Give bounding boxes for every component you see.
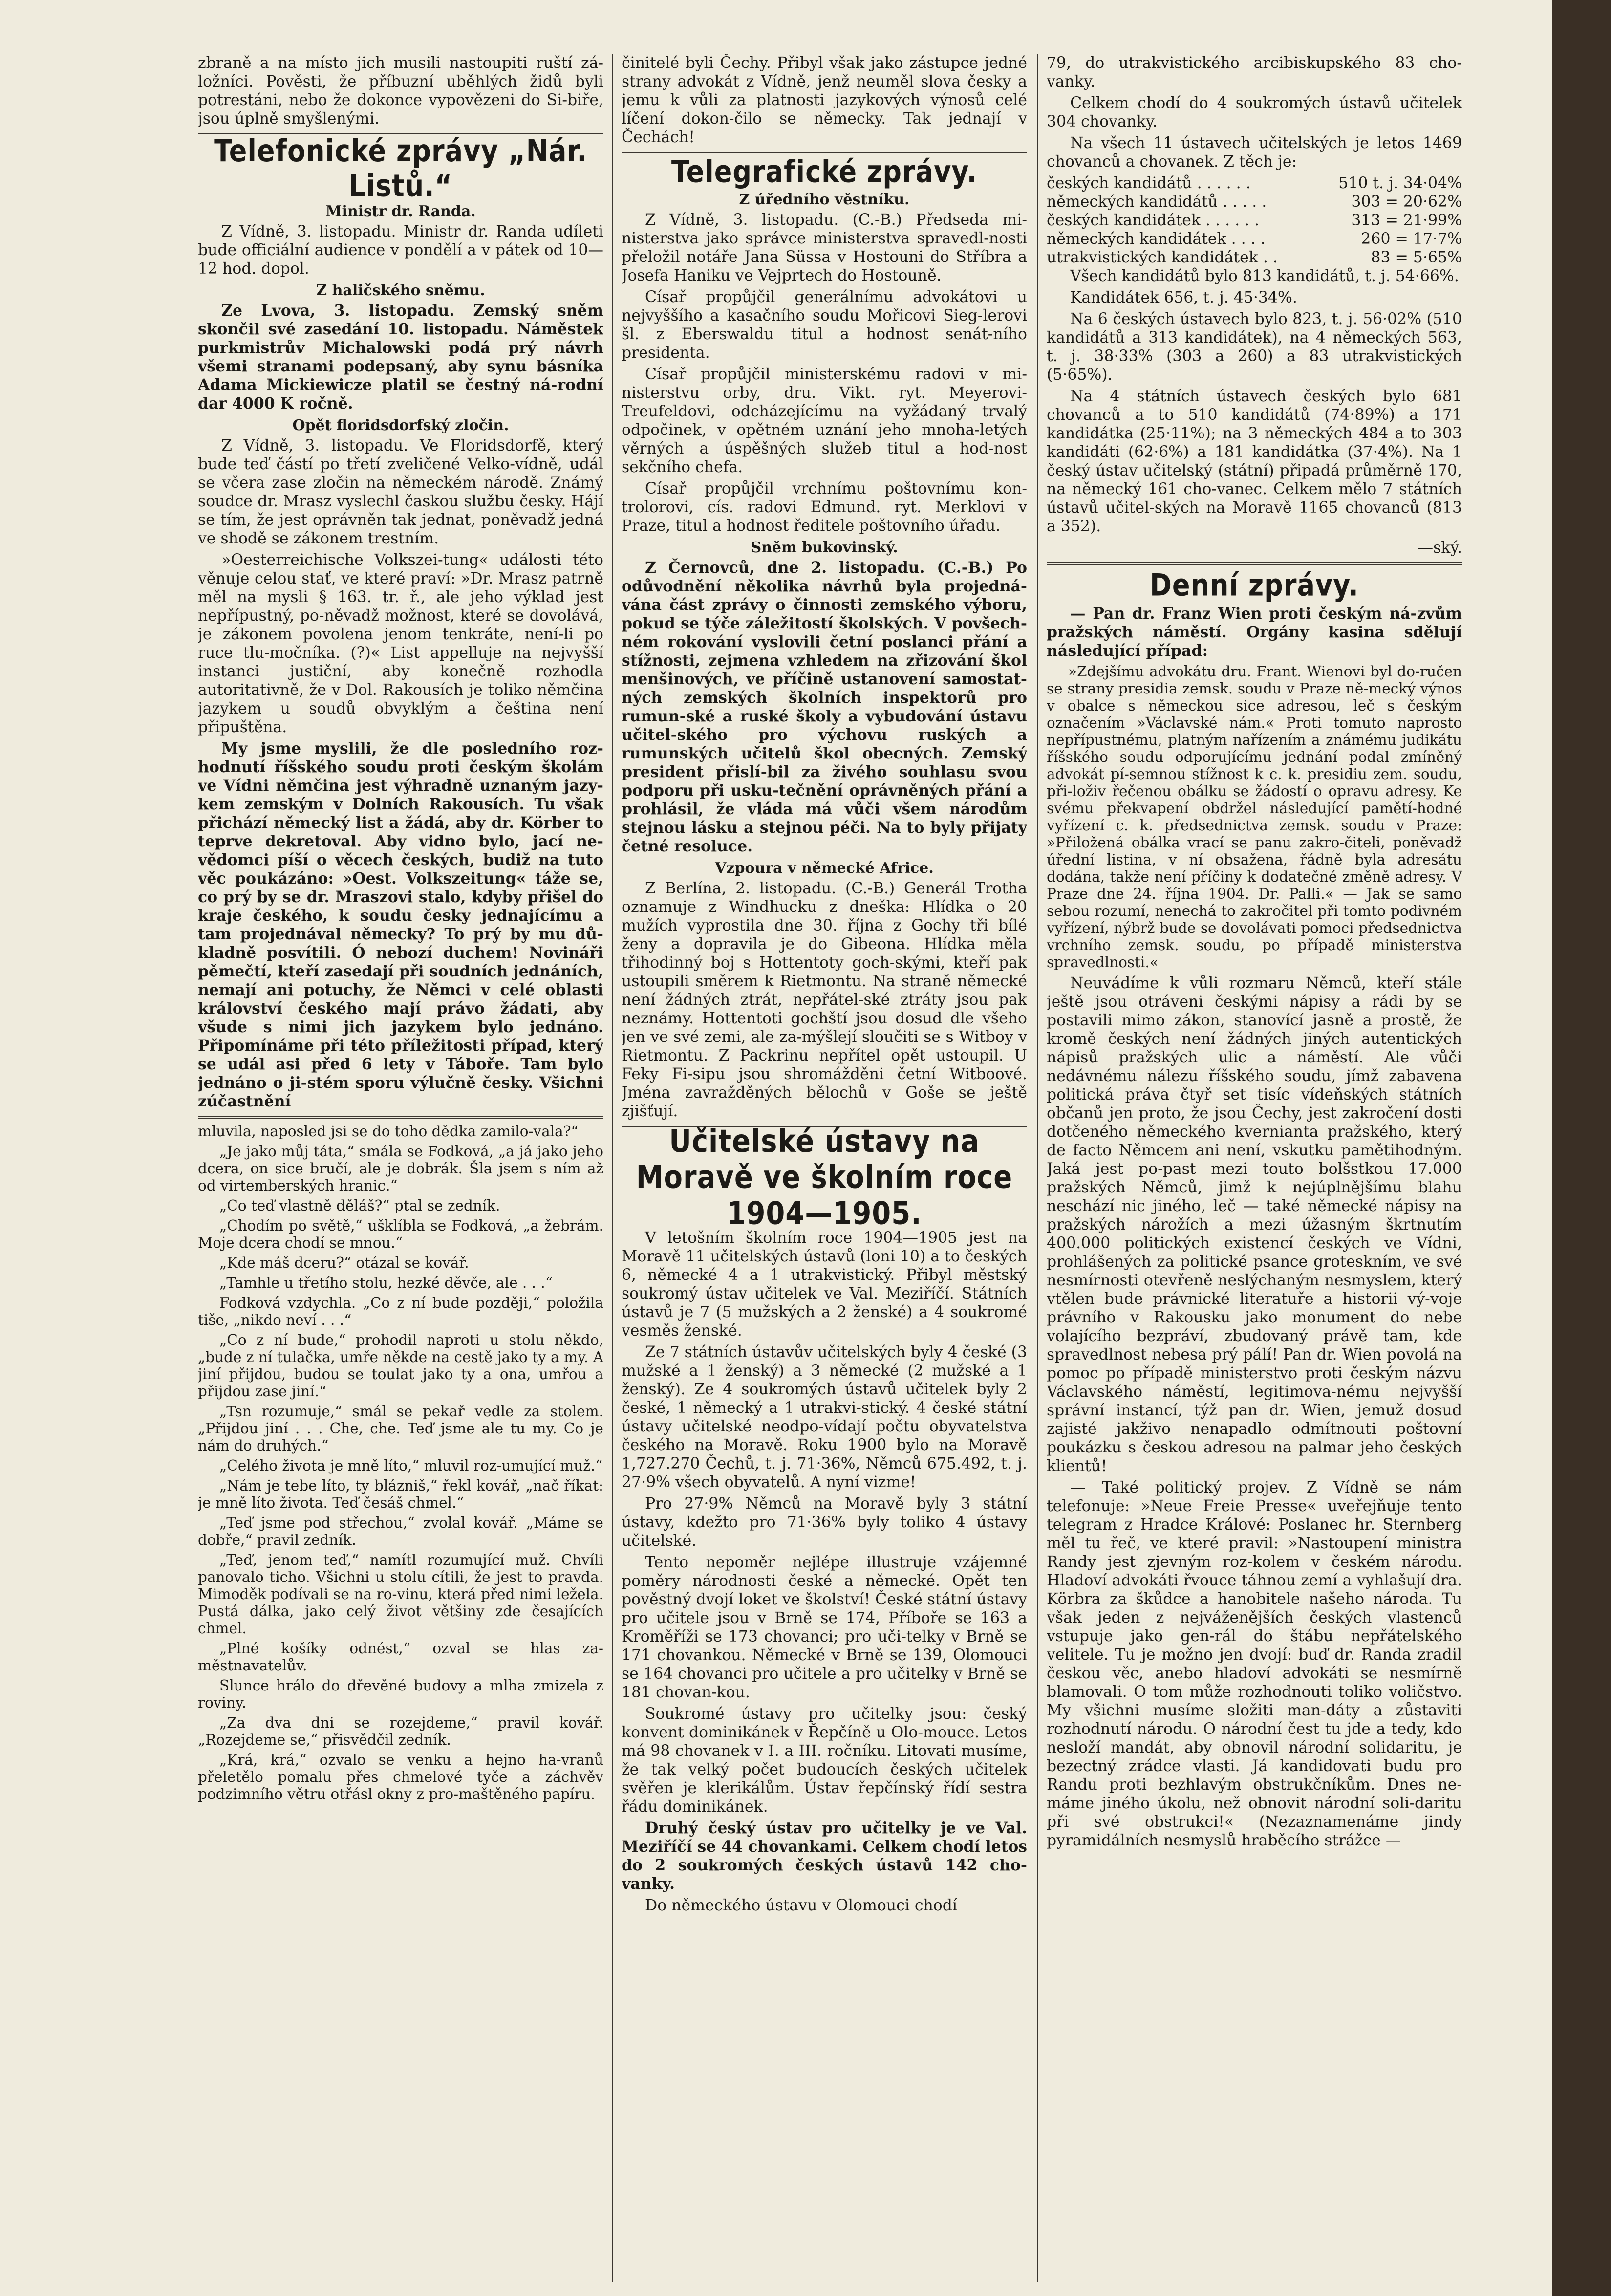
story-line: „Krá, krá,“ ozvalo se venku a hejno ha-vranů přeletělo pomalu přes chmelové tyče a záchvěv podzimního větru otřásl okny z pro-maštěného papíru. — [198, 1752, 603, 1802]
schools-paragraph: Do německého ústavu v Olomouci chodí — [645, 1897, 957, 1914]
daily-quote: »Zdejšímu advokátu dru. Frant. Wienovi byl do-ručen se strany presidia zemsk. soudu v Praze ně-mecký výnos v obalce s německou sice adresou, leč s českým označením »Václavské nám.« Proti tomuto naprosto nepřípustnému, platným nařízením a známému judikátu říšského soudu odporujícímu jednání podal zmíněný advokát pí-semnou stížnost k c. k. presidiu zem. soudu, při-loživ řečenou obálku se žádostí o opravu adresy. Ke svému překvapení obdržel následující pamětí-hodné vyřízení c. k. předsednictva zemsk. soudu v Praze: »Přiložená obálka vrací se panu zakro-čiteli, poněvadž úřední listina, v ní obsažena, řádně byla adresátu dodána, takže není příčiny k dodatečné změně adresy. V Praze dne 24. října 1904. Dr. Palli.« — Jak se samo sebou rozumí, nenechá to zakročitel při tomto podivném vyřízení, nýbrž bude se dovolávati pomoci předsednictva vrchního zemsk. soudu, po případě ministerstva spravedlnosti.« — [1047, 663, 1462, 971]
story-line: „Teď jsme pod střechou,“ zvolal kovář. „Máme se dobře,“ pravil zedník. — [198, 1515, 603, 1548]
story-line: Slunce hrálo do dřevěné budovy a mlha zmizela z roviny. — [198, 1677, 603, 1711]
bulletin-subheading: Z úředního věstníku. — [739, 191, 910, 208]
stats-paragraph: Kandidátek 656, t. j. 45·34%. — [1070, 289, 1297, 306]
bulletin-paragraph: Císař propůjčil generálnímu advokátovi u nejvyššího a kasačního soudu Mořicovi Sieg-lerovi šl. z Eberswaldu titul a hodnost senát-ního presidenta. — [622, 288, 1027, 362]
story-line: „Tamhle u třetího stolu, hezké děvče, ale . . .“ — [219, 1275, 553, 1291]
schools-paragraph: Pro 27·9% Němců na Moravě byly 3 státní ústavy, kdežto pro 71·36% byly toliko 4 ústavy učitelské. — [622, 1495, 1027, 1550]
table-row: českých kandidátů . . . . . . 510 t. j. 34·04% — [1047, 174, 1462, 192]
lead-text: činitelé byli Čechy. Přibyl však jako zástupce jedné strany advokát z Vídně, jenž neuměl slova česky a jemu k vůli za platnosti jazykových výnosů celé líčení dokon-čilo se německy. Tak jednají v Čechách! — [622, 54, 1027, 146]
daily-paragraph: — Také politický projev. Z Vídně se nám telefonuje: »Neue Freie Presse« uveřejňuje tento telegram z Hradce Králové: Poslanec hr. Sternberg měl tu řeč, ve které pravil: »Nastoupení ministra Randy jest zjevným roz-kolem v českém národu. Hladoví advokáti řvouce táhnou zemí a vyhlašují dra. Körbra za škůdce a hanobitele našeho národa. Tu však jeden z nejváženějších českých vlastenců vstupuje jako gen-rál do štábu nepřátelského velitele. Tu je možno jen dvojí: buď dr. Randa zradil českou věc, anebo hladoví advokáti se nesmírně blamovali. O tom může rozhodnouti toliko voličstvo. My všichni musíme složiti man-dáty a zůstaviti rozhodnutí národu. O národní čest tu jde a tedy, kdo nesloží mandát, aby obnovil národní solidaritu, je bezectný zrádce vlasti. Já kandidovati budu pro Randu proti bezhlavým obstrukčníkům. Dnes ne-máme jiného úkolu, než obnovit národní soli-daritu při své obstrukci!« (Nezaznamenáme jindy pyramidálních nesmyslů hraběcího strážce — — [1047, 1479, 1462, 1849]
stats-paragraph: Na 4 státních ústavech českých bylo 681 chovanců a to 510 kandidátů (74·89%) a 171 kandidátka (25·11%); na 3 německých 484 a to 303 kandidáti (62·6%) a 181 kandidátka (37·4%). Na 1 český ústav učitelský (státní) připadá průměrně 170, na německý 161 cho-vanec. Celkem mělo 7 státních ústavů učitel-ských na Moravě 1165 chovanců (813 a 352). — [1047, 388, 1462, 535]
story-line: „Celého života je mně líto,“ mluvil roz-umující muž.“ — [219, 1457, 603, 1474]
stats-paragraph: Na 6 českých ústavech bylo 823, t. j. 56·02% (510 kandidátů a 313 kandidátek), na 4 německých 563, t. j. 38·33% (303 a 260) a 83 utrakvistických (5·65%). — [1047, 310, 1462, 384]
total-paragraph: Celkem chodí do 4 soukromých ústavů učitelek 304 chovanky. — [1047, 94, 1462, 130]
story-line: „Chodím po světě,“ ušklíbla se Fodková, „a žebrám. Moje dcera chodí se mnou.“ — [198, 1217, 603, 1251]
floridsdorf-subheading: Opět floridsdorfský zločin. — [292, 417, 509, 434]
story-line: „Tsn rozumuje,“ smál se pekař vedle za stolem. „Přijdou jiní . . . Che, che. Teď jsme ale tu my. Co je nám do druhých.“ — [198, 1403, 603, 1454]
story-line: „Teď, jenom teď,“ namítl rozumující muž. Chvíli panovalo ticho. Všichni u stolu cítili, že jest to pravda. Mimoděk podívali se na ro-vinu, která před nimi ležela. Pustá dálka, jako celý život většiny zde česajících chmel. — [198, 1552, 603, 1637]
bulletin-paragraph: Z Vídně, 3. listopadu. (C.-B.) Předseda mi-nisterstva jako správce ministerstva spravedl-nosti přeložil notáře Jana Süssa v Hostouni do Stříbra a Josefa Haniku ve Vejprtech do Hostouně. — [622, 211, 1027, 284]
stats-paragraph: Všech kandidátů bylo 813 kandidátů, t. j. 54·66%. — [1070, 267, 1459, 285]
feuilleton-divider — [198, 1116, 603, 1120]
story-line: mluvila, naposled jsi se do toho dědka zamilo-vala?“ — [198, 1123, 579, 1140]
story-line: „Za dva dni se rozejdeme,“ pravil kovář. „Rozejdeme se,“ přisvědčil zedník. — [198, 1714, 603, 1748]
bukovina-subheading: Sněm bukovinský. — [751, 539, 898, 556]
table-row: německých kandidátů . . . . . 303 = 20·62% — [1047, 193, 1462, 211]
galician-subheading: Z haličského sněmu. — [316, 282, 485, 299]
story-line: Fodková vzdychla. „Co z ní bude později,“ položila tiše, „nikdo neví . . .“ — [198, 1295, 603, 1328]
schools-paragraph: V letošním školním roce 1904—1905 jest na Moravě 11 učitelských ústavů (loni 10) a to českých 6, německé 4 a 1 utrakvistický. Přibyl městský soukromý ústav učitelek ve Val. Meziříčí. Státních ústavů je 7 (5 mužských a 2 ženské) a 4 soukromé vesměs ženské. — [622, 1229, 1027, 1340]
minister-text: Z Vídně, 3. listopadu. Ministr dr. Randa udíleti bude officiální audience v pondělí a v pátek od 10—12 hod. dopol. — [198, 223, 603, 278]
story-line: „Co teď vlastně děláš?“ ptal se zedník. — [219, 1197, 500, 1214]
africa-text: Z Berlína, 2. listopadu. (C.-B.) Generál Trotha oznamuje z Windhucku z dneška: Hlídka o 20 mužích vyprostila dne 30. října z Gochy tři bílé ženy a dopravila je do Gibeona. Hlídka měla třihodinný boj s Hottentoty goch-skými, kteří pak ustoupili směrem k Rietmontu. Na straně německé není žádných ztrát, nepřátel-ské ztráty jsou pak neznámy. Hottentoti gochští jsou dosud dle všeho jen ve své zemi, ale za-mýšlejí sloučiti se s Witboy v Rietmontu. Z Packrinu nepřítel opět ustoupil. U Feky Fi-sipu jsou shromážděni četní Witboové. Jména zavražděných bělochů v Goše se ještě zjišťují. — [622, 880, 1027, 1120]
africa-subheading: Vzpoura v německé Africe. — [715, 860, 934, 877]
daily-paragraph: — Pan dr. Franz Wien proti českým ná-zvům pražských náměstí. Orgány kasina sdělují následující případ: — [1047, 605, 1462, 660]
table-row: německých kandidátek . . . . 260 = 17·7% — [1047, 230, 1462, 248]
statistics-table — [1047, 174, 1462, 267]
daily-news-header: Denní zprávy. — [1150, 567, 1359, 603]
bulletin-paragraph: Císař propůjčil ministerskému radovi v mi-nisterstvu orby, dru. Vikt. ryt. Meyerovi-Treufeldovi, odcházejícímu na vyžádaný trvalý odpočinek, v opětném uznání jeho mnoha-letých věrných a úspěšných služeb titul a hod-nost sekčního chefa. — [622, 366, 1027, 476]
story-line: „Co z ní bude,“ prohodil naproti u stolu někdo, „bude z ní tulačka, umře někde na cestě jako ty a my. A jiní přijdou, budou se toulat jako ty a ona, umřou a přijdou zase jiní.“ — [198, 1332, 603, 1400]
applicants-paragraph: Na všech 11 ústavech učitelských je letos 1469 chovanců a chovanek. Z těch je: — [1047, 134, 1462, 171]
story-line: „Kde máš dceru?“ otázal se kovář. — [219, 1255, 469, 1271]
schools-paragraph: Druhý český ústav pro učitelky je ve Val. Meziříčí se 44 chovankami. Celkem chodí letos do 2 soukromých českých ústavů 142 cho-vanky. — [622, 1819, 1027, 1893]
schools-header: Učitelské ústavy na Moravě ve školním roce 1904—1905. — [636, 1123, 1013, 1232]
floridsdorf-paragraph-1: Z Vídně, 3. listopadu. Ve Floridsdorfě, který bude teď částí po třetí zveličené Velko-vídně, udál se včera zase zločin na německém národě. Známý soudce dr. Mrasz vyslechl časkou službu česky. Hájí se tím, že jest oprávněn tak jednat, poněvadž jedná ve shodě se zákonem trestním. — [198, 437, 603, 547]
bukovina-text: Z Černovců, dne 2. listopadu. (C.-B.) Po odůvodnění několika návrhů byla projedná-vána část zprávy o činnosti zemského výboru, pokud se týče záležitostí školských. V povšech-ném rokování vyslovili četní poslanci přání a stížnosti, zejmena vzhledem na zřizování škol menšinových, ve příčině ustanovení samostat-ných zemských školních inspektorů pro rumun-ské a ruské školy a vybudování ústavu učitel-ského pro výchovu ruských a rumunských učitelů škol obecných. Zemský president přislí-bil za živého souhlasu svou podporu při usku-tečnění oprávněných přání a prohlásil, že vláda má vůči všem národům stejnou lásku a stejnou péči. Na to byly přijaty četné resoluce. — [622, 559, 1027, 855]
story-line: „Nám je tebe líto, ty blázniš,“ řekl kovář, „nač říkat: je mně líto života. Teď česáš chmel.“ — [198, 1477, 603, 1511]
column-3 — [1047, 54, 1462, 2282]
schools-paragraph: Soukromé ústavy pro učitelky jsou: český konvent dominikánek v Řepčíně u Olo-mouce. Letos má 98 chovanek v I. a III. ročníku. Litovati musíme, že tak velký počet budoucích českých učitelek svěřen je klerikálům. Ústav řepčínský řídí sestra řádu dominikánek. — [622, 1705, 1027, 1816]
galician-text: Ze Lvova, 3. listopadu. Zemský sněm skončil své zasedání 10. listopadu. Náměstek purkmistrův Michalowski podá prý návrh všemi stranami podepsaný, aby synu básníka Adama Mickiewicze platil se čestný ná-rodní dar 4000 K ročně. — [198, 302, 603, 412]
schools-paragraph: Ze 7 státních ústavův učitelských byly 4 české (3 mužské a 1 ženský) a 3 německé (2 mužské a 1 ženský). Ze 4 soukromých ústavů učitelek byly 2 české, 1 německý a 1 utrakvi-stický. 4 české státní ústavy učitelské neodpo-vídají počtu obyvatelstva českého na Moravě. Roku 1900 bylo na Moravě 1,727.270 Čechů, t. j. 71·36%, Němců 675.492, t. j. 27·9% všech obyvatelů. A nyní vizme! — [622, 1343, 1027, 1491]
lead-text: 79, do utrakvistického arcibiskupského 83 cho-vanky. — [1047, 54, 1462, 90]
minister-subheading: Ministr dr. Randa. — [325, 203, 476, 220]
floridsdorf-paragraph-2: »Oesterreichische Volkszei-tung« události této věnuje celou stať, ve které praví: »Dr. Mrasz patrně měl na mysli § 163. tr. ř., ale jeho výklad jest nepřípustný, po-něvadž možnost, které se dovolává, je zákonem povolena jenom tenkráte, není-li po ruce tlu-močníka. (?)« List appelluje na nejvyšší instanci justiční, aby konečně rozhodla autoritativně, že v Dol. Rakousích je toliko němčina jazykem u soudů obvyklým a čeština není připuštěna. — [198, 551, 603, 736]
telephone-news-header: Telefonické zprávy „Nár. Listů.“ — [214, 133, 587, 204]
story-line: „Plné košíky odnést,“ ozval se hlas za-městnavatelův. — [198, 1640, 603, 1674]
column-2 — [622, 54, 1027, 2282]
telegraph-news-header: Telegrafické zprávy. — [671, 154, 978, 190]
divider — [622, 152, 1027, 153]
story-line: „Je jako můj táta,“ smála se Fodková, „a já jako jeho dcera, on sice bručí, ale je dobrák. Šla jsem s ním až od virtemberských hranic.“ — [198, 1143, 603, 1194]
table-row: utrakvistických kandidátek . . 83 = 5·65% — [1047, 249, 1462, 266]
floridsdorf-paragraph-3: My jsme myslili, že dle posledního roz-hodnutí říšského soudu proti českým školám ve Vídni němčina jest výhradně uznaným jazy-kem zemským v Dolních Rakousích. Tu však přichází německý list a žádá, aby dr. Körber to teprve dekretoval. Aby vidno bylo, jací ne-vědomci píší o věcech českých, budiž na tuto věc poukázáno: »Oest. Volkszeitung« táže se, co prý by se dr. Mraszovi stalo, kdyby přišel do kraje českého, k soudu česky jednajícímu a tam projednával německy? To prý by mu dů-kladně posvítili. Ó nebozí duchem! Novináři pěmečtí, kteří zasedají při soudních jednáních, nemají ani potuchy, že Němci v celé oblasti království českého mají právo žádati, aby všude s nimi jich jazykem bylo jednáno. Připomínáme při této příležitosti případ, který se udál asi před 6 lety v Táboře. Tam bylo jednáno o ji-stém sporu výlučně česky. Všichni zúčastnění — [198, 739, 603, 1110]
daily-paragraph: Neuvádíme k vůli rozmaru Němců, kteří stále ještě jsou otráveni českými nápisy a rádi by se postavili mimo zákon, stanovící jasně a prostě, že kromě českých není žádných jiných autentických nápisů pražských ulic a náměstí. Ale vůči nedávnému nálezu říšského soudu, jímž zabavena politická práva čtyř set tisíc vídeňských státních občanů jen proto, že jsou Čechy, jest zakročení dosti dotčeného německého kvernianta pražského, který de facto Němcem ani není, vskutku pamětihodným. Jaká jest po-past mezi touto bolšstkou 17.000 pražských Němců, jimž k nejúplnějšímu blahu neschází nic jiného, leč — také německé nápisy na pražských nárožích a mezi úžasným škrtnutím 400.000 politických existencí českých ve Vídni, prohlášených za politické psance groteskním, ve své nesmírnosti otevřeně neslýchaným nesmyslem, který vtělen bude právnické literatuře a historii vý-voje právního v Rakousku jako monument do nebe volajícího bezpráví, zbudovaný právě tam, kde spravedlnost nebesa prý pálí! Pan dr. Wien povolá na pomoc po případě ministerstvo proti českým názvu Václavského náměstí, legitimova-nému nejvyšší správní instancí, týž pan dr. Wien, jemuž dosud zajisté jakživo nenapadlo odmítnouti poštovní poukázku s českou adresou na palmar jeho českých klientů! — [1047, 975, 1462, 1475]
column-rule — [612, 54, 613, 2282]
column-rule — [1037, 54, 1038, 2282]
lead-text: zbraně a na místo jich musili nastoupiti ruští zá-ložníci. Pověsti, že příbuzní uběhlých židů byli potrestáni, nebo že dokonce vypovězeni do Si-biře, jsou úplně smyšlenými. — [198, 54, 603, 128]
author-signature: —ský. — [1418, 539, 1462, 557]
column-1 — [198, 54, 603, 2282]
page-edge-shadow — [1552, 0, 1611, 2296]
table-row: českých kandidátek . . . . . . 313 = 21·99% — [1047, 212, 1462, 229]
schools-paragraph: Tento nepoměr nejlépe illustruje vzájemné poměry národnosti české a německé. Opět ten pověstný dvojí loket ve školství! České státní ústavy pro učitele jsou v Brně se 174, Příboře se 163 a Kroměříži se 173 chovanci; pro uči-telky v Brně se 171 chovankou. Německé v Brně se 139, Olomouci se 164 chovanci pro učitele a pro učitelky v Brně se 181 chovan-kou. — [622, 1554, 1027, 1701]
bulletin-paragraph: Císař propůjčil vrchnímu poštovnímu kon-trolorovi, cís. radovi Edmund. ryt. Merklovi v Praze, titul a hodnost ředitele poštovního úřadu. — [622, 480, 1027, 535]
divider — [1047, 562, 1462, 566]
